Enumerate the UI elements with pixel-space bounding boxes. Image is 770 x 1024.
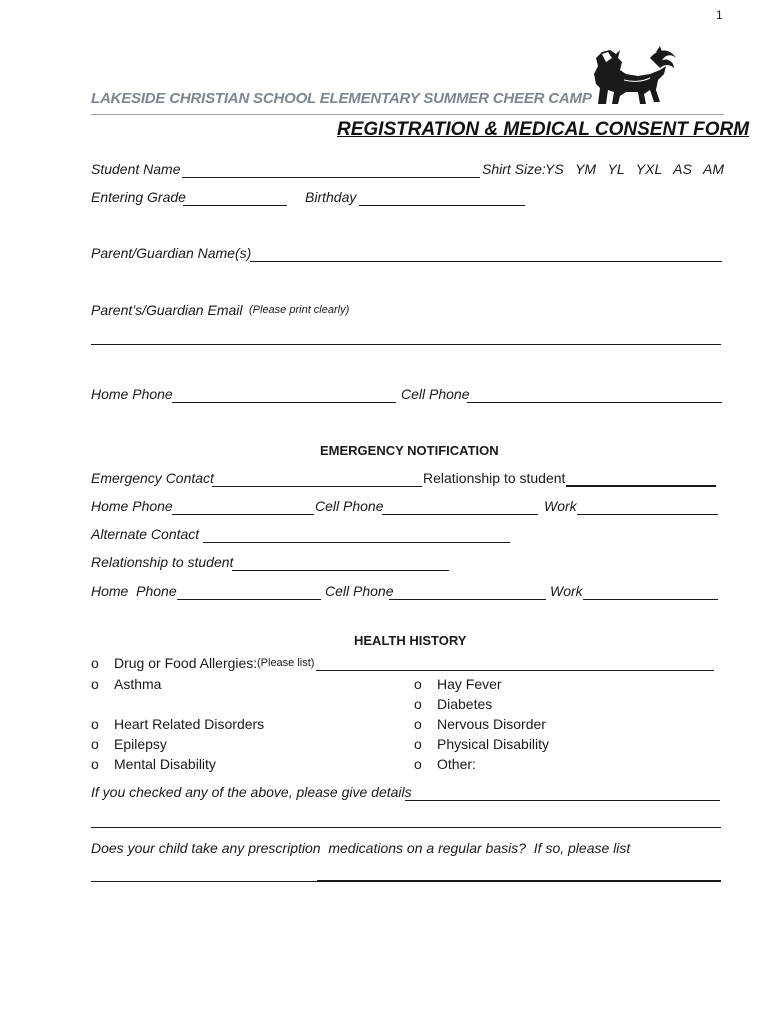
home-phone-label: Home Phone (91, 386, 173, 402)
medications-field-right[interactable] (317, 880, 721, 882)
cell-phone-label: Cell Phone (401, 386, 470, 402)
diabetes-label: Diabetes (437, 696, 493, 712)
alt-work-field[interactable] (583, 599, 718, 600)
mental-disability-checkbox[interactable]: o (91, 756, 99, 772)
emergency-home-phone-field[interactable] (172, 514, 314, 515)
guardian-email-note: (Please print clearly) (249, 304, 350, 316)
allergies-field[interactable] (316, 670, 714, 671)
birthday-field[interactable] (359, 205, 525, 206)
home-phone-field[interactable] (172, 402, 396, 403)
relationship-label: Relationship to student (423, 470, 566, 486)
shirt-size-label: Shirt Size: (482, 161, 546, 177)
emergency-cell-phone-field[interactable] (382, 514, 538, 515)
details-field[interactable] (405, 800, 720, 801)
allergies-note: (Please list) (257, 657, 315, 669)
form-title: REGISTRATION & MEDICAL CONSENT FORM (337, 119, 750, 140)
diabetes-checkbox[interactable]: o (414, 696, 422, 712)
hay-fever-label: Hay Fever (437, 676, 502, 692)
entering-grade-field[interactable] (183, 205, 287, 206)
entering-grade-label: Entering Grade (91, 189, 186, 205)
page-number: 1 (716, 8, 723, 22)
student-name-label: Student Name (91, 161, 181, 177)
allergies-label: Drug or Food Allergies: (114, 655, 258, 671)
health-heading: HEALTH HISTORY (354, 633, 467, 648)
emergency-work-field[interactable] (577, 514, 718, 515)
alt-relationship-label: Relationship to student (91, 554, 234, 570)
emergency-heading: EMERGENCY NOTIFICATION (320, 443, 499, 458)
other-checkbox[interactable]: o (414, 756, 422, 772)
alt-cell-phone-field[interactable] (389, 599, 546, 600)
alt-relationship-field[interactable] (232, 570, 449, 571)
guardian-names-label: Parent/Guardian Name(s) (91, 245, 252, 261)
guardian-names-field[interactable] (250, 261, 722, 262)
emergency-contact-label: Emergency Contact (91, 470, 214, 486)
epilepsy-label: Epilepsy (114, 736, 167, 752)
student-name-field[interactable] (182, 177, 480, 178)
hay-fever-checkbox[interactable]: o (414, 676, 422, 692)
medications-question: Does your child take any prescription medications on a regular basis? If so, please list (91, 840, 631, 856)
physical-disability-label: Physical Disability (437, 736, 550, 752)
mental-disability-label: Mental Disability (114, 756, 216, 772)
alt-work-label: Work (550, 583, 583, 599)
emergency-work-label: Work (544, 498, 577, 514)
emergency-contact-field[interactable] (212, 486, 422, 487)
relationship-field[interactable] (566, 485, 716, 487)
lion-logo-icon (586, 44, 680, 108)
nervous-disorder-label: Nervous Disorder (437, 716, 546, 732)
alternate-contact-field[interactable] (203, 542, 510, 543)
asthma-checkbox[interactable]: o (91, 676, 99, 692)
alt-home-phone-label: Home Phone (91, 583, 177, 599)
details-label: If you checked any of the above, please give details (91, 784, 412, 800)
heart-disorders-checkbox[interactable]: o (91, 716, 99, 732)
heart-disorders-label: Heart Related Disorders (114, 716, 265, 732)
header-rule (91, 114, 724, 115)
school-name: LAKESIDE CHRISTIAN SCHOOL ELEMENTARY SUMMER CHEER CAMP (91, 90, 592, 107)
emergency-cell-phone-label: Cell Phone (315, 498, 384, 514)
details-field-line-2[interactable] (91, 827, 721, 828)
cell-phone-field[interactable] (467, 402, 722, 403)
birthday-label: Birthday (305, 189, 357, 205)
epilepsy-checkbox[interactable]: o (91, 736, 99, 752)
shirt-size-options[interactable]: YS YM YL YXL AS AM (545, 161, 724, 177)
emergency-home-phone-label: Home Phone (91, 498, 173, 514)
other-label: Other: (437, 756, 476, 772)
guardian-email-field[interactable] (91, 344, 721, 345)
physical-disability-checkbox[interactable]: o (414, 736, 422, 752)
medications-field[interactable] (91, 881, 317, 882)
alt-home-phone-field[interactable] (177, 599, 321, 600)
guardian-email-label: Parent’s/Guardian Email (91, 302, 243, 318)
nervous-disorder-checkbox[interactable]: o (414, 716, 422, 732)
allergies-checkbox[interactable]: o (91, 655, 99, 671)
alternate-contact-label: Alternate Contact (91, 526, 200, 542)
asthma-label: Asthma (114, 676, 162, 692)
alt-cell-phone-label: Cell Phone (325, 583, 394, 599)
